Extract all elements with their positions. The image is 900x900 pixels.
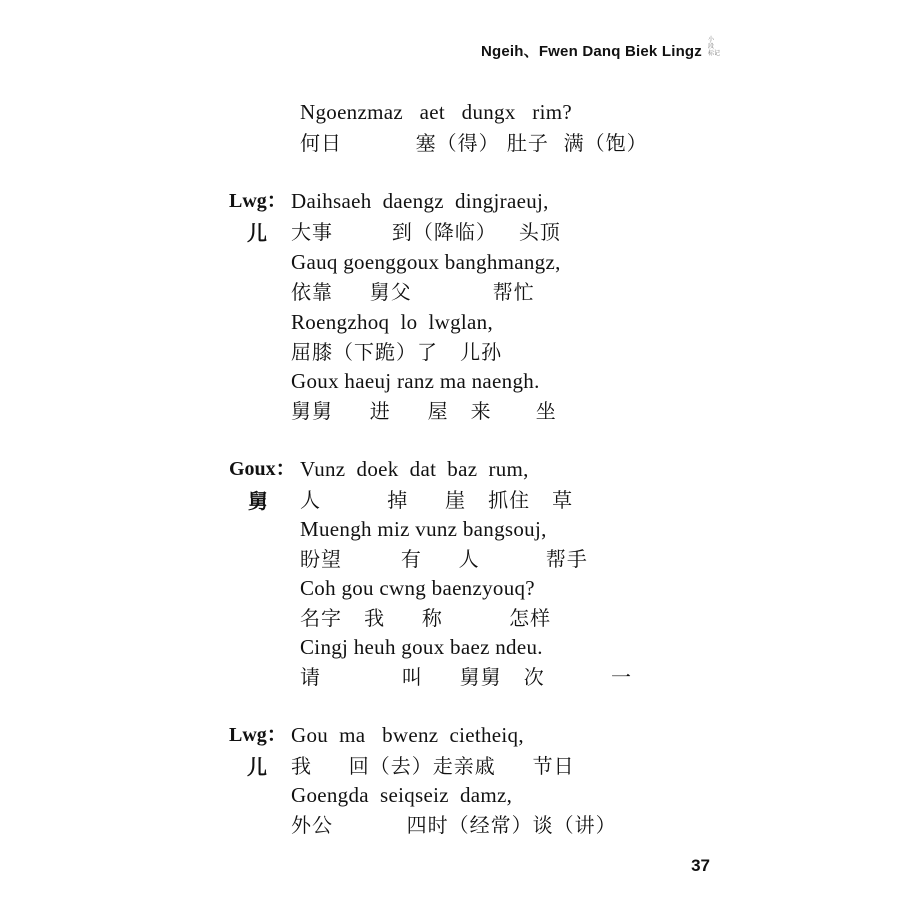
verse-line-han: 舅舅 进 屋 来 坐 (291, 399, 557, 423)
verse-line-roman: Gauq goenggoux banghmangz, (291, 250, 561, 274)
verse-line-han: 人 掉 崖 抓住 草 (300, 488, 574, 512)
verse-line-roman: Coh gou cwng baenzyouq? (300, 576, 535, 600)
verse-line-han: 盼望 有 人 帮手 (300, 547, 588, 571)
corner-mark-part: 段 (708, 43, 715, 50)
speaker-label: Lwg： (229, 724, 287, 746)
verse-line-roman: Cingj heuh goux baez ndeu. (300, 635, 543, 659)
verse-line-han: 大事 到（降临） 头顶 (291, 220, 561, 244)
verse-line-roman: Goux haeuj ranz ma naengh. (291, 369, 540, 393)
verse-line-roman: Goengda seiqseiz damz, (291, 783, 513, 807)
speaker-label-han: 儿 (247, 755, 267, 779)
speaker-label-han: 儿 (247, 221, 267, 245)
verse-line-han: 屈膝（下跪）了 儿孙 (291, 340, 503, 364)
running-header: Ngeih、Fwen Danq Biek Lingz (480, 43, 702, 60)
corner-mark (708, 36, 730, 57)
verse-line-roman: Roengzhoq lo lwglan, (291, 310, 493, 334)
verse-line-han: 名字 我 称 怎样 (300, 606, 552, 630)
verse-line-roman: Ngoenzmaz aet dungx rim? (300, 100, 572, 124)
verse-line-han: 我 回（去）走亲戚 节日 (291, 754, 575, 778)
verse-line-han: 何日 塞（得） 肚子 满（饱） (300, 131, 648, 155)
verse-line-han: 依靠 舅父 帮忙 (291, 280, 535, 304)
corner-mark-part: 标记 (708, 50, 721, 57)
running-header-group (481, 36, 730, 61)
verse-line-roman: Muengh miz vunz bangsouj, (300, 517, 547, 541)
speaker-label-han: 舅 (248, 489, 268, 513)
verse-line-roman: Daihsaeh daengz dingjraeuj, (291, 189, 549, 213)
verse-line-han: 请 叫 舅舅 次 一 (300, 665, 633, 689)
corner-mark-part: 小 (708, 36, 715, 43)
speaker-label: Goux： (229, 458, 296, 480)
speaker-label: Lwg： (229, 190, 287, 212)
verse-line-roman: Gou ma bwenz cietheiq, (291, 723, 524, 747)
verse-line-roman: Vunz doek dat baz rum, (300, 457, 529, 481)
verse-line-han: 外公 四时（经常）谈（讲） (291, 813, 617, 837)
page-number: 37 (691, 856, 710, 875)
